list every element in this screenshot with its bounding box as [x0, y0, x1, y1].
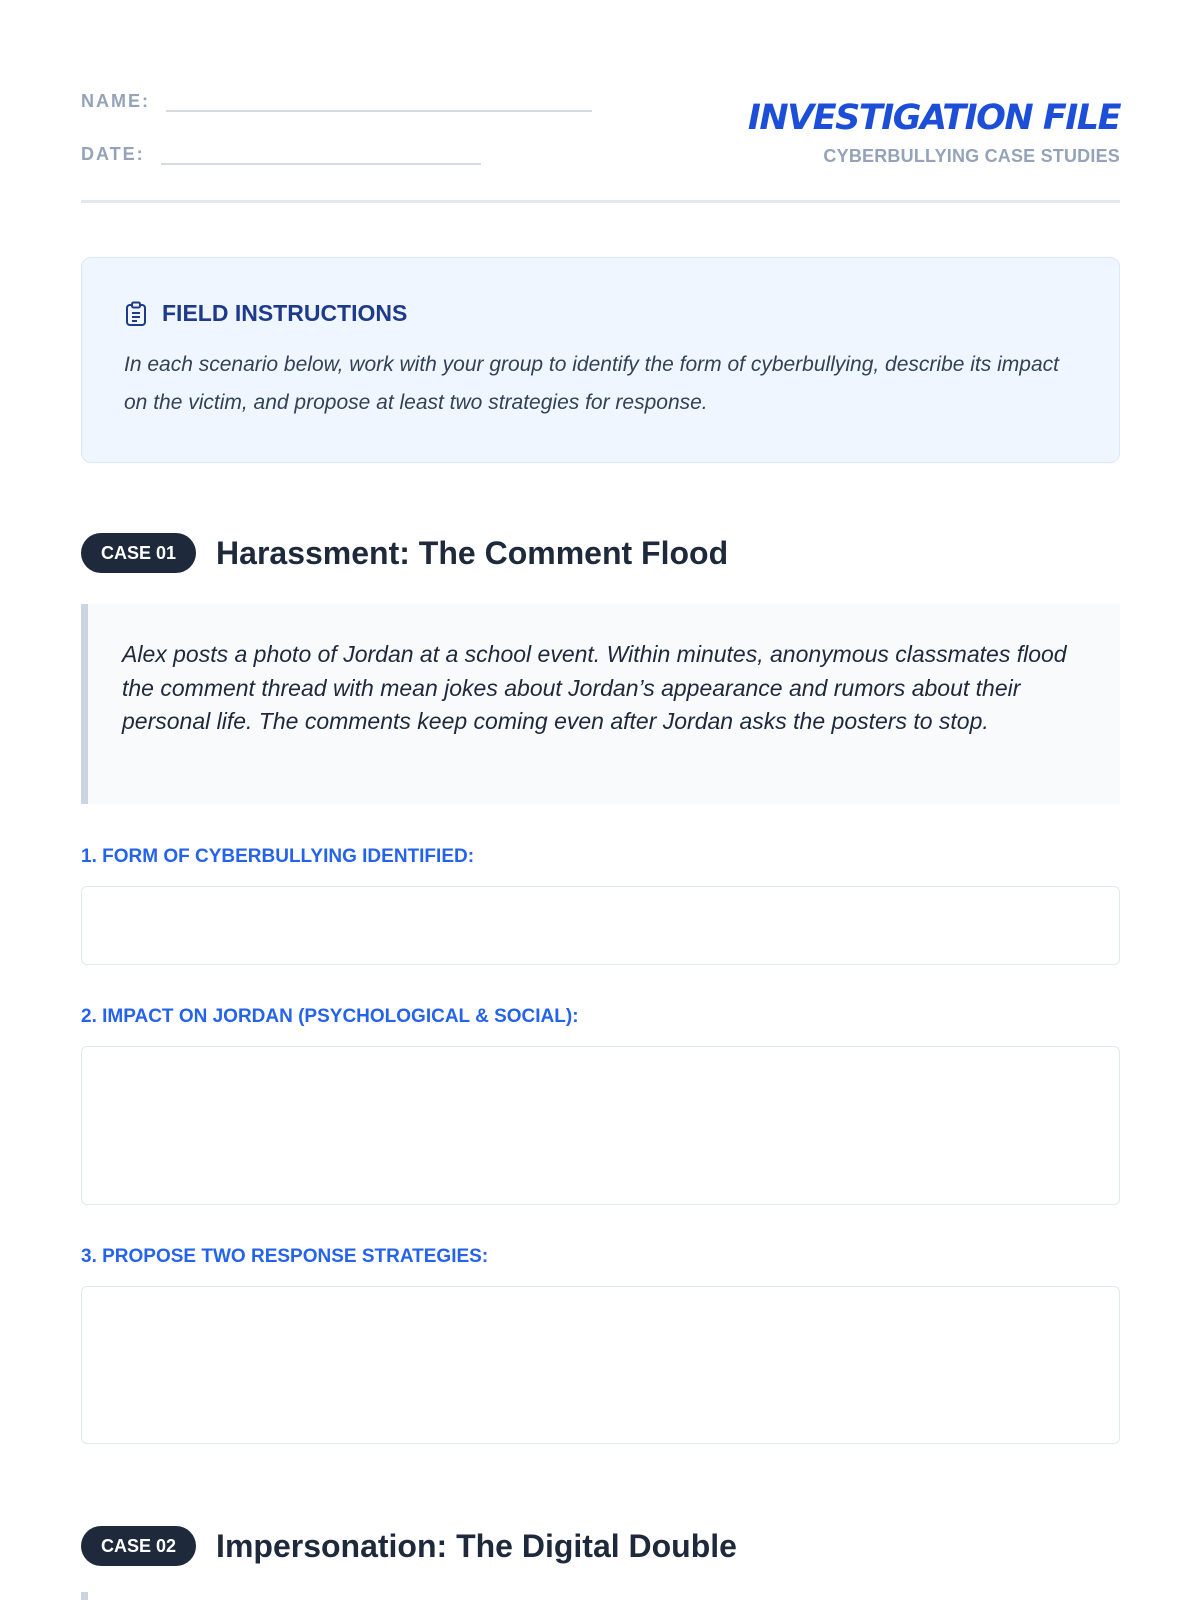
scenario-text: Alex posts a photo of Jordan at a school event. Within minutes, anonymous classmates flood the comment thread with mean jokes about Jordan’s appearance and rumors about their personal life. The comments keep coming even after Jordan asks the posters to stop. — [122, 641, 1067, 734]
instructions-heading — [124, 300, 407, 327]
case-header — [81, 533, 728, 573]
date-field — [81, 141, 481, 165]
document-title: INVESTIGATION FILE — [747, 98, 1120, 138]
scenario-box-edge — [81, 1592, 88, 1600]
answer-box-impact[interactable] — [81, 1046, 1120, 1205]
answer-box-strategies[interactable] — [81, 1286, 1120, 1444]
date-label: DATE: — [81, 144, 145, 164]
answer-box-form[interactable] — [81, 886, 1120, 965]
question-label: 1. FORM OF CYBERBULLYING IDENTIFIED: — [81, 846, 475, 867]
title-block — [748, 96, 1120, 167]
name-label: NAME: — [81, 91, 150, 111]
clipboard-icon — [124, 301, 148, 327]
instructions-title: FIELD INSTRUCTIONS — [162, 300, 408, 326]
date-input-line[interactable] — [161, 141, 481, 165]
name-field — [81, 88, 592, 112]
header-divider — [81, 200, 1120, 203]
question-label: 2. IMPACT ON JORDAN (PSYCHOLOGICAL & SOCIAL): — [81, 1006, 579, 1027]
scenario-box — [81, 604, 1120, 804]
name-input-line[interactable] — [166, 88, 592, 112]
instructions-panel — [81, 257, 1120, 463]
document-subtitle: CYBERBULLYING CASE STUDIES — [823, 146, 1120, 166]
instructions-text: In each scenario below, work with your group to identify the form of cyberbullying, describe its impact on the victim, and propose at least two strategies for response. — [124, 353, 1059, 414]
case-badge: CASE 02 — [81, 1526, 196, 1566]
case-title: Impersonation: The Digital Double — [216, 1527, 737, 1564]
question-label: 3. PROPOSE TWO RESPONSE STRATEGIES: — [81, 1246, 489, 1267]
case-header — [81, 1526, 737, 1566]
case-badge: CASE 01 — [81, 533, 196, 573]
case-title: Harassment: The Comment Flood — [216, 534, 729, 571]
